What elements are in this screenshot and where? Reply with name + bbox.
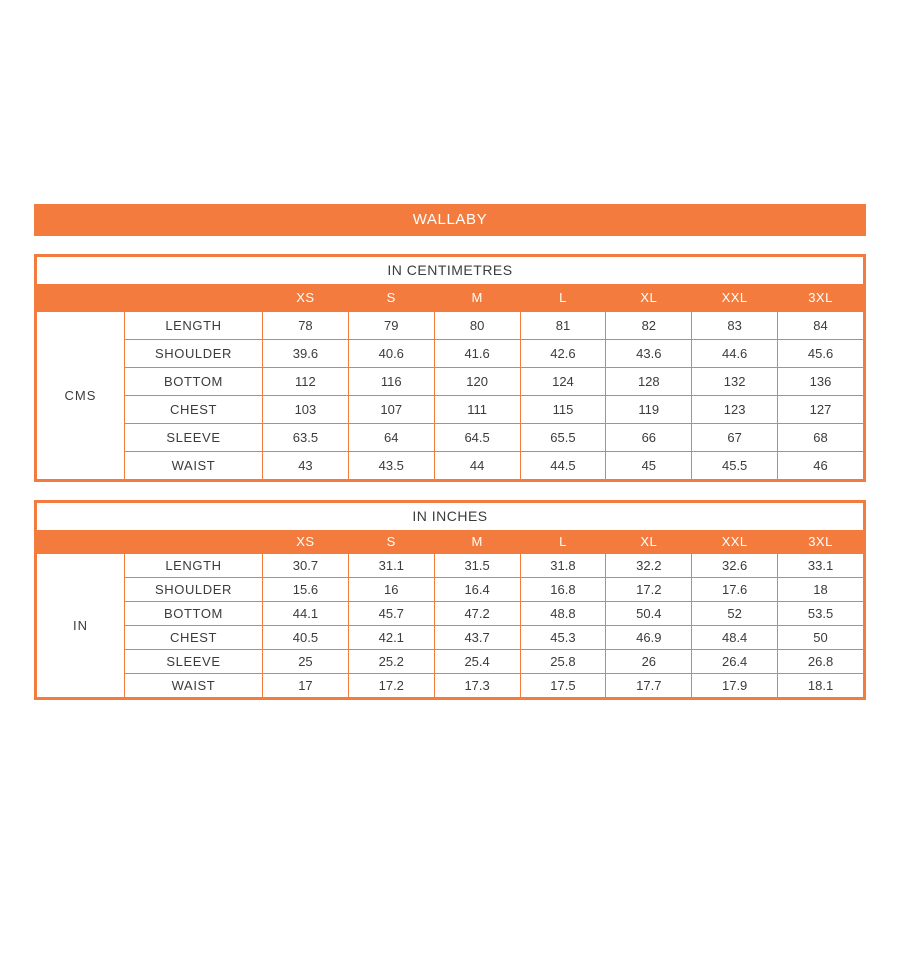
cell-chest-m: 43.7 [434, 626, 520, 650]
table-row [37, 396, 864, 424]
cell-bottom-xs: 44.1 [263, 602, 349, 626]
cell-waist-s: 43.5 [348, 452, 434, 480]
table-row [37, 312, 864, 340]
cell-chest-xs: 40.5 [263, 626, 349, 650]
cell-length-xl: 32.2 [606, 554, 692, 578]
cell-bottom-xxl: 132 [692, 368, 778, 396]
cell-chest-s: 42.1 [348, 626, 434, 650]
cell-shoulder-s: 40.6 [348, 340, 434, 368]
column-header-s: S [348, 530, 434, 554]
table-title-inches: IN INCHES [37, 503, 863, 530]
cell-waist-xl: 45 [606, 452, 692, 480]
cell-chest-xl: 46.9 [606, 626, 692, 650]
cell-shoulder-m: 16.4 [434, 578, 520, 602]
cell-chest-xl: 119 [606, 396, 692, 424]
cell-chest-xs: 103 [263, 396, 349, 424]
cell-length-l: 81 [520, 312, 606, 340]
table-row [37, 368, 864, 396]
row-label-sleeve: SLEEVE [125, 424, 263, 452]
cell-waist-3xl: 18.1 [778, 674, 864, 698]
column-header-xxl: XXL [692, 284, 778, 312]
cell-waist-xs: 43 [263, 452, 349, 480]
cell-sleeve-xl: 26 [606, 650, 692, 674]
cell-sleeve-3xl: 68 [778, 424, 864, 452]
cell-length-xs: 30.7 [263, 554, 349, 578]
cell-bottom-s: 116 [348, 368, 434, 396]
size-chart-sheet [34, 204, 866, 700]
column-header-l: L [520, 530, 606, 554]
cell-shoulder-xs: 15.6 [263, 578, 349, 602]
cell-chest-xxl: 48.4 [692, 626, 778, 650]
cell-chest-3xl: 127 [778, 396, 864, 424]
cell-length-s: 31.1 [348, 554, 434, 578]
cell-sleeve-m: 25.4 [434, 650, 520, 674]
cell-shoulder-xl: 17.2 [606, 578, 692, 602]
cell-sleeve-s: 25.2 [348, 650, 434, 674]
column-header-m: M [434, 284, 520, 312]
cell-bottom-3xl: 53.5 [778, 602, 864, 626]
cell-length-xxl: 32.6 [692, 554, 778, 578]
column-header-xs: XS [263, 530, 349, 554]
cell-shoulder-l: 42.6 [520, 340, 606, 368]
row-label-shoulder: SHOULDER [125, 578, 263, 602]
cell-bottom-xs: 112 [263, 368, 349, 396]
cell-chest-s: 107 [348, 396, 434, 424]
row-label-shoulder: SHOULDER [125, 340, 263, 368]
cell-waist-xs: 17 [263, 674, 349, 698]
cell-bottom-m: 47.2 [434, 602, 520, 626]
unit-label-cms: CMS [37, 312, 125, 480]
column-header-m: M [434, 530, 520, 554]
cell-length-m: 80 [434, 312, 520, 340]
cell-length-3xl: 84 [778, 312, 864, 340]
cell-sleeve-3xl: 26.8 [778, 650, 864, 674]
cell-bottom-xxl: 52 [692, 602, 778, 626]
row-label-length: LENGTH [125, 312, 263, 340]
cell-chest-xxl: 123 [692, 396, 778, 424]
cell-waist-3xl: 46 [778, 452, 864, 480]
cell-chest-l: 115 [520, 396, 606, 424]
measurement-header [125, 530, 263, 554]
cell-waist-xxl: 17.9 [692, 674, 778, 698]
cell-sleeve-xs: 25 [263, 650, 349, 674]
spacer-cell [37, 530, 125, 554]
cell-length-xl: 82 [606, 312, 692, 340]
row-label-waist: WAIST [125, 452, 263, 480]
column-header-3xl: 3XL [778, 284, 864, 312]
cell-length-3xl: 33.1 [778, 554, 864, 578]
cell-chest-3xl: 50 [778, 626, 864, 650]
cell-length-s: 79 [348, 312, 434, 340]
table-row [37, 452, 864, 480]
cell-shoulder-xxl: 44.6 [692, 340, 778, 368]
row-label-chest: CHEST [125, 626, 263, 650]
column-header-3xl: 3XL [778, 530, 864, 554]
cell-sleeve-xxl: 67 [692, 424, 778, 452]
row-label-waist: WAIST [125, 674, 263, 698]
cell-bottom-xl: 128 [606, 368, 692, 396]
cell-shoulder-xs: 39.6 [263, 340, 349, 368]
table-row [37, 674, 864, 698]
cell-bottom-xl: 50.4 [606, 602, 692, 626]
table-row [37, 340, 864, 368]
measurement-header [125, 284, 263, 312]
cell-bottom-m: 120 [434, 368, 520, 396]
cell-shoulder-s: 16 [348, 578, 434, 602]
cell-waist-m: 17.3 [434, 674, 520, 698]
column-header-xl: XL [606, 284, 692, 312]
row-label-bottom: BOTTOM [125, 602, 263, 626]
unit-label-in: IN [37, 554, 125, 698]
cell-bottom-3xl: 136 [778, 368, 864, 396]
cell-waist-l: 44.5 [520, 452, 606, 480]
cell-length-m: 31.5 [434, 554, 520, 578]
table-row [37, 554, 864, 578]
cell-chest-m: 111 [434, 396, 520, 424]
spacer-cell [37, 284, 125, 312]
brand-title: WALLABY [34, 204, 866, 236]
table-header-row [37, 284, 864, 312]
cell-chest-l: 45.3 [520, 626, 606, 650]
cell-sleeve-m: 64.5 [434, 424, 520, 452]
table-title-centimetres: IN CENTIMETRES [37, 257, 863, 284]
table-centimetres [36, 284, 864, 480]
column-header-l: L [520, 284, 606, 312]
table-row [37, 626, 864, 650]
column-header-xxl: XXL [692, 530, 778, 554]
table-row [37, 602, 864, 626]
cell-sleeve-xs: 63.5 [263, 424, 349, 452]
size-table-inches [34, 500, 866, 700]
cell-bottom-l: 48.8 [520, 602, 606, 626]
cell-shoulder-3xl: 45.6 [778, 340, 864, 368]
row-label-length: LENGTH [125, 554, 263, 578]
cell-shoulder-l: 16.8 [520, 578, 606, 602]
cell-sleeve-xxl: 26.4 [692, 650, 778, 674]
row-label-chest: CHEST [125, 396, 263, 424]
cell-waist-xl: 17.7 [606, 674, 692, 698]
cell-waist-m: 44 [434, 452, 520, 480]
column-header-xs: XS [263, 284, 349, 312]
size-table-centimetres [34, 254, 866, 482]
cell-waist-s: 17.2 [348, 674, 434, 698]
cell-shoulder-xxl: 17.6 [692, 578, 778, 602]
cell-length-xs: 78 [263, 312, 349, 340]
column-header-xl: XL [606, 530, 692, 554]
cell-waist-xxl: 45.5 [692, 452, 778, 480]
row-label-sleeve: SLEEVE [125, 650, 263, 674]
cell-shoulder-3xl: 18 [778, 578, 864, 602]
cell-length-xxl: 83 [692, 312, 778, 340]
cell-sleeve-l: 25.8 [520, 650, 606, 674]
table-header-row [37, 530, 864, 554]
table-row [37, 578, 864, 602]
cell-bottom-l: 124 [520, 368, 606, 396]
cell-waist-l: 17.5 [520, 674, 606, 698]
cell-length-l: 31.8 [520, 554, 606, 578]
row-label-bottom: BOTTOM [125, 368, 263, 396]
table-row [37, 424, 864, 452]
cell-bottom-s: 45.7 [348, 602, 434, 626]
cell-sleeve-s: 64 [348, 424, 434, 452]
column-header-s: S [348, 284, 434, 312]
cell-shoulder-xl: 43.6 [606, 340, 692, 368]
cell-sleeve-xl: 66 [606, 424, 692, 452]
table-row [37, 650, 864, 674]
table-inches [36, 530, 864, 698]
cell-sleeve-l: 65.5 [520, 424, 606, 452]
cell-shoulder-m: 41.6 [434, 340, 520, 368]
